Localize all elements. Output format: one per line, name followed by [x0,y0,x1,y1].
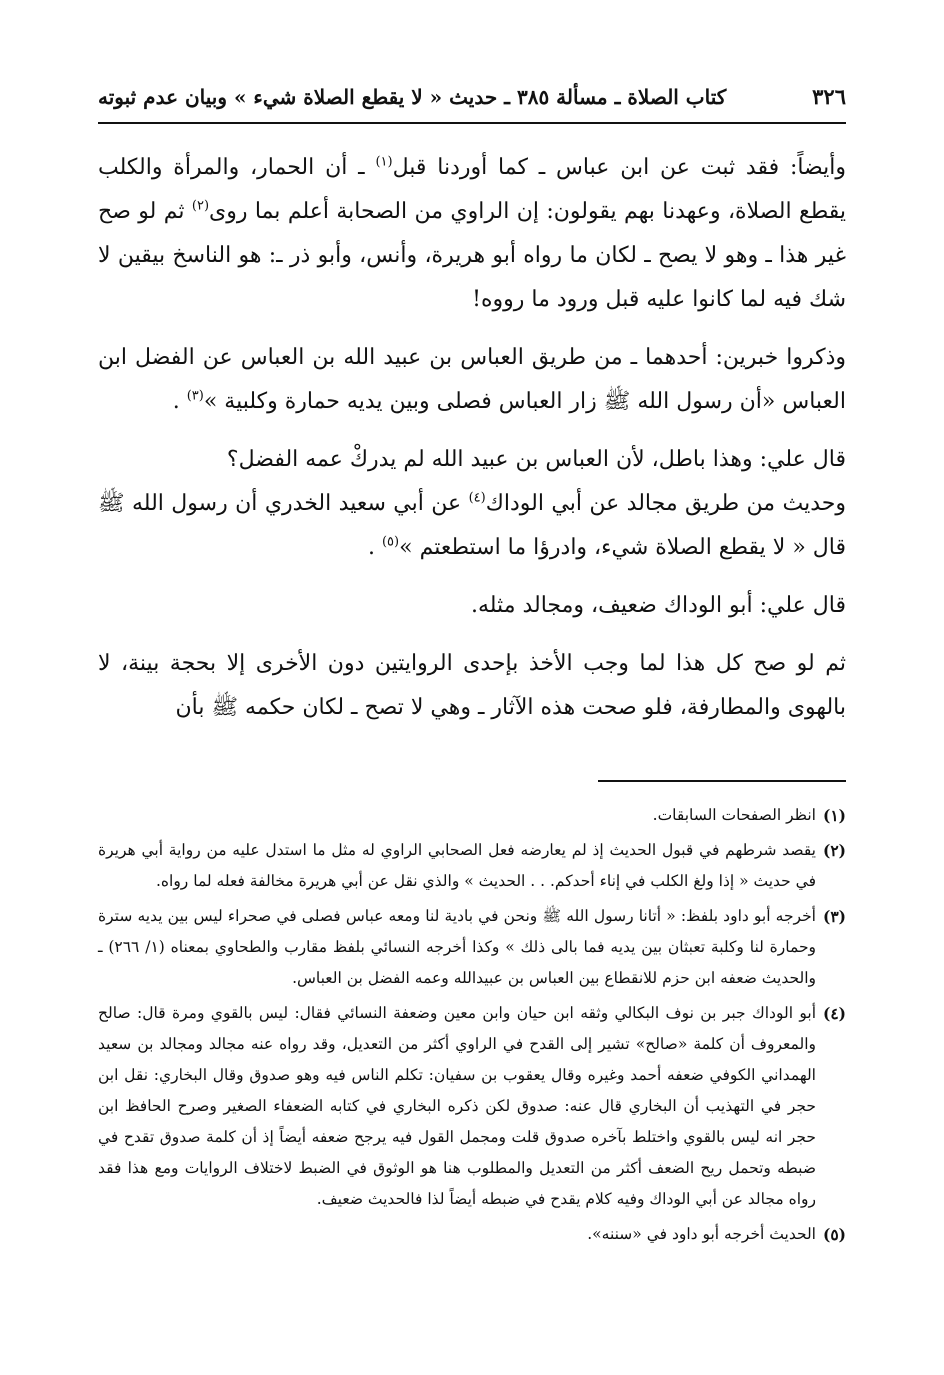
footnote [98,1219,846,1250]
footnote-ref[interactable]: (٥) [381,534,400,550]
paragraph [98,584,846,628]
footnote-text: أبو الوداك جبر بن نوف البكالي وثقه ابن حيان وابن معين وضعفة النسائي فقال: ليس بالقوي ومرة قال: صالح والمعروف أن كلمة «صالح» تشير إلى القدح في الراوي أكثر من التعديل، وقد رواه عنه مجالد ومجالد بن سعيد الهمداني الكوفي ضعفه أحمد وغيره وقال يعقوب بن سفيان: تكلم الناس فيه وهو صدوق وقال البخاري: نقل ابن حجر في التهذيب أن البخاري قال عنه: صدوق لكن ذكره البخاري في كتابه الضعفاء الصغير وصرح الحافظ ابن حجر انه ليس بالقوي واختلط بآخره صدوق قلت ومجمل القول فيه يرجح ضعفه أيضاً إذ أن كلمة صدوق تقدح في ضبطه وتحمل ريح الضعف أكثر من التعديل والمطلوب هنا هو الوثوق في الضبط لاختلاف الروايات ومع هذا فقد رواه مجالد عن أبي الوداك وفيه كلام يقدح في ضبطه أيضاً لذا فالحديث ضعيف. [98,1004,816,1208]
running-title: كتاب الصلاة ـ مسألة ٣٨٥ ـ حديث « لا يقطع الصلاة شيء » وبيان عدم ثبوته [98,85,727,109]
footnotes [98,800,846,1250]
footnote-text: الحديث أخرجه أبو داود في «سننه». [587,1225,816,1243]
footnote [98,901,846,994]
paragraph-text: ثم لو صح غير هذا ـ وهو لا يصح ـ لكان ما رواه أبو هريرة، وأنس، وأبو ذر ـ: هو الناسخ بيقين لا شك فيه لما كانوا عليه قبل ورود ما رووه! [98,199,846,312]
main-text [98,146,846,730]
paragraph-text: عن أبي سعيد الخدري أن رسول الله ﷺ قال « لا يقطع الصلاة شيء، وادرؤا ما استطعتم » [98,491,846,560]
footnote-ref[interactable]: (٣) [186,388,204,404]
paragraph [98,438,846,482]
paragraph [98,336,846,424]
paragraph-text: وأيضاً: فقد ثبت عن ابن عباس ـ كما أوردنا قبل [392,155,846,180]
footnote-number: (٤) [822,1004,846,1023]
footnote-number: (١) [822,806,846,825]
footnote-ref[interactable]: (١) [375,154,393,170]
paragraph-text: وذكروا خبرين: أحدهما ـ من طريق العباس بن عبيد الله بن العباس عن الفضل ابن العباس «أن رسول الله ﷺ زار العباس فصلى وبين يديه حمارة وكلبية » [98,345,846,414]
paragraph-text: وحديث من طريق مجالد عن أبي الوداك [485,491,847,516]
paragraph-text: . [367,535,382,560]
footnote-number: (٣) [822,907,846,926]
paragraph-text: قال علي: وهذا باطل، لأن العباس بن عبيد الله لم يدركْ عمه الفضل؟ [226,447,846,472]
footnote [98,800,846,831]
page-number: ٣٢٦ [812,84,846,109]
footnote-ref[interactable]: (٢) [191,198,210,214]
page-header [98,82,846,124]
footnote-number: (٢) [822,841,846,860]
footnote [98,835,846,897]
footnote-ref[interactable]: (٤) [468,490,486,506]
footnote [98,998,846,1215]
paragraph [98,146,846,322]
footnote-text: انظر الصفحات السابقات. [652,806,816,824]
paragraph-text: قال علي: أبو الوداك ضعيف، ومجالد مثله. [470,593,846,618]
paragraph [98,482,846,570]
paragraph [98,642,846,730]
footnote-text: يقصد شرطهم في قبول الحديث إذ لم يعارضه فعل الصحابي الراوي له مثل ما استدل عليه من رواية أبي هريرة في حديث « إذا ولغ الكلب في إناء أحدكم. . . الحديث » والذي نقل عن أبي هريرة مخالفة فعله لما رواه. [98,841,816,890]
paragraph-text: . [172,389,187,414]
paragraph-text: ـ أن الحمار، والمرأة والكلب يقطع الصلاة، وعهدنا بهم يقولون: إن الراوي من الصحابة أعلم بما روى [98,155,846,224]
footnote-separator-wrap [98,756,846,782]
footnote-number: (٥) [822,1225,846,1244]
paragraph-text: ثم لو صح كل هذا لما وجب الأخذ بإحدى الروايتين دون الأخرى إلا بحجة بينة، لا بالهوى والمطارفة، فلو صحت هذه الآثار ـ وهي لا تصح ـ لكان حكمه ﷺ بأن [98,651,846,720]
footnote-separator [598,780,846,782]
footnote-text: أخرجه أبو داود بلفظ: « أتانا رسول الله ﷺ ونحن في بادية لنا ومعه عباس فصلى في صحراء ليس بين يديه سترة وحمارة لنا وكلبة تعبثان بين يديه فما بالى ذلك » وكذا أخرجه النسائي بلفظ مقارب والطحاوي بمعناه (١/ ٢٦٦) ـ والحديث ضعفه ابن حزم للانقطاع بين العباس بن عبيدالله وعمه الفضل بن العباس. [98,907,817,987]
